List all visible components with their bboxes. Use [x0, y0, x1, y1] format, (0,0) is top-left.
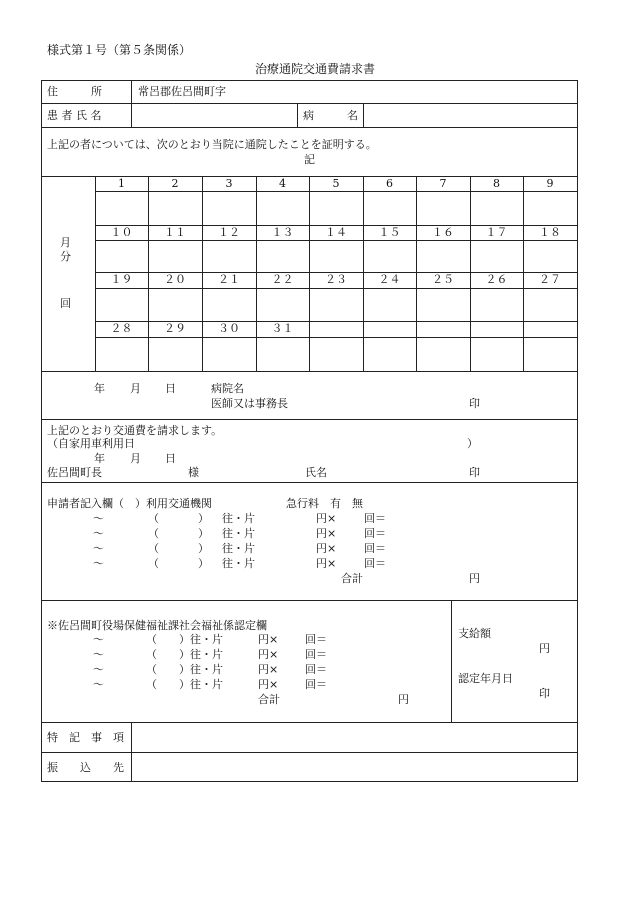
calendar-day-number: 6 [386, 177, 393, 190]
calendar-day-number: 7 [439, 177, 447, 190]
route-tilde: ～ [93, 557, 104, 570]
route-paren-open: （ [148, 512, 159, 525]
calendar-visit-cell[interactable] [472, 242, 521, 270]
hospital-seal: 印 [469, 397, 480, 410]
calendar-day-number: 9 [546, 177, 554, 190]
office-total-yen: 円 [398, 693, 409, 706]
route-paren-open: （ [148, 542, 159, 555]
calendar-day-number: ２４ [378, 273, 401, 286]
route-tilde: ～ [93, 527, 104, 540]
claim-year: 年 [94, 452, 105, 465]
calendar-day-number: ２５ [432, 273, 454, 286]
address-value: 常呂郡佐呂間町字 [138, 85, 226, 98]
round-trip-label: （ ）往・片 [146, 663, 223, 676]
fare-yen-label: 円× [316, 512, 337, 525]
calendar-bottom [41, 371, 578, 372]
calendar-day-number: 2 [171, 177, 179, 190]
hospital-year: 年 [94, 382, 105, 395]
trip-count-label: 回＝ [305, 663, 327, 676]
route-tilde: ～ [93, 512, 104, 525]
round-trip-label: 往・片 [222, 542, 255, 555]
calendar-day-number: ２２ [271, 273, 294, 286]
calendar-day-number: １３ [271, 226, 294, 239]
applicant-header: 申請者記入欄（ ）利用交通機関 [47, 497, 212, 510]
trip-count-label: 回＝ [364, 527, 386, 540]
calendar-visit-cell[interactable] [525, 339, 575, 369]
calendar-month-label: 月 [60, 236, 71, 249]
calendar-bun-label: 分 [60, 250, 71, 263]
car-use-label: （自家用車利用日 [47, 437, 135, 450]
calendar-visit-cell[interactable] [472, 290, 521, 319]
calendar-visit-cell[interactable] [525, 242, 575, 270]
remarks-bottom [41, 752, 578, 753]
express-fee-label: 急行料 有 無 [286, 497, 363, 510]
info-divider-1 [41, 103, 578, 104]
fare-yen-label: 円× [258, 648, 279, 661]
claim-month: 月 [130, 452, 141, 465]
office-divider [451, 600, 452, 722]
route-tilde: ～ [93, 678, 104, 691]
claim-text: 上記のとおり交通費を請求します。 [47, 424, 223, 437]
calendar-kai-label: 回 [60, 297, 71, 310]
trip-count-label: 回＝ [364, 557, 386, 570]
calendar-visit-cell[interactable] [311, 242, 361, 270]
calendar-day-number: １９ [110, 273, 133, 286]
calendar-visit-cell[interactable] [97, 242, 146, 270]
calendar-row-line [95, 337, 577, 338]
approval-seal: 印 [539, 687, 550, 700]
doctor-label: 医師又は事務長 [211, 397, 288, 410]
calendar-day-number: ３１ [271, 322, 294, 335]
claim-day: 日 [165, 452, 176, 465]
claimant-name-label: 氏名 [305, 466, 327, 479]
calendar-day-number: １８ [539, 226, 561, 239]
calendar-day-number: ２３ [325, 273, 347, 286]
calendar-visit-cell[interactable] [365, 193, 414, 223]
info-label-divider [131, 80, 132, 127]
office-total-label: 合計 [258, 693, 280, 706]
calendar-day-number: ２８ [110, 322, 133, 335]
transfer-field[interactable] [134, 755, 574, 779]
payment-amount-label: 支給額 [458, 627, 491, 640]
calendar-day-number: ２９ [164, 322, 186, 335]
address-label: 住 所 [47, 85, 102, 98]
disease-label: 病 名 [303, 109, 358, 122]
office-bottom [41, 722, 578, 723]
calendar-visit-cell[interactable] [150, 290, 200, 319]
calendar-day-number: ２０ [164, 273, 186, 286]
calendar-visit-cell[interactable] [258, 290, 307, 319]
applicant-bottom [41, 600, 578, 601]
trip-count-label: 回＝ [305, 648, 327, 661]
route-tilde: ～ [93, 663, 104, 676]
calendar-row-line [95, 288, 577, 289]
hospital-month: 月 [130, 382, 141, 395]
remarks-label: 特 記 事 項 [47, 731, 124, 744]
certification-text: 上記の者については、次のとおり当院に通院したことを証明する。 [47, 138, 377, 151]
calendar-day-number: １０ [110, 226, 133, 239]
fare-yen-label: 円× [316, 557, 337, 570]
trip-count-label: 回＝ [364, 512, 386, 525]
calendar-day-number: １６ [432, 226, 454, 239]
patient-name-label: 患 者 氏 名 [47, 109, 102, 122]
calendar-visit-cell[interactable] [365, 242, 414, 270]
route-paren-close: ） [198, 542, 209, 555]
calendar-visit-cell[interactable] [525, 193, 575, 223]
calendar-visit-cell[interactable] [258, 242, 307, 270]
office-header: ※佐呂間町役場保健福祉課社会福祉係認定欄 [47, 619, 267, 632]
round-trip-label: 往・片 [222, 527, 255, 540]
calendar-visit-cell[interactable] [258, 193, 307, 223]
calendar-visit-cell[interactable] [365, 290, 414, 319]
calendar-visit-cell[interactable] [525, 290, 575, 319]
calendar-visit-cell[interactable] [97, 339, 146, 369]
round-trip-label: （ ）往・片 [146, 678, 223, 691]
route-paren-close: ） [198, 557, 209, 570]
calendar-day-number: 1 [118, 177, 125, 190]
mayor-sama: 様 [188, 466, 199, 479]
route-tilde: ～ [93, 648, 104, 661]
route-paren-close: ） [198, 527, 209, 540]
calendar-row-line [95, 191, 577, 192]
calendar-visit-cell[interactable] [418, 193, 468, 223]
calendar-visit-cell[interactable] [204, 339, 254, 369]
calendar-visit-cell[interactable] [418, 290, 468, 319]
round-trip-label: 往・片 [222, 512, 255, 525]
calendar-visit-cell[interactable] [150, 242, 200, 270]
calendar-day-number: １１ [164, 226, 186, 239]
calendar-day-number: １７ [485, 226, 508, 239]
info-divider-2 [41, 127, 578, 128]
calendar-day-number: １２ [218, 226, 240, 239]
claim-bottom [41, 482, 578, 483]
applicant-total-label: 合計 [341, 572, 363, 585]
calendar-visit-cell[interactable] [311, 193, 361, 223]
calendar-visit-cell[interactable] [204, 242, 254, 270]
calendar-day-number: ２７ [539, 273, 561, 286]
calendar-day-number: 3 [225, 177, 233, 190]
fare-yen-label: 円× [258, 678, 279, 691]
calendar-row-line [95, 240, 577, 241]
calendar-day-number: ２１ [218, 273, 240, 286]
calendar-visit-cell[interactable] [97, 193, 146, 223]
calendar-day-number: 8 [493, 177, 500, 190]
approval-date-label: 認定年月日 [458, 672, 513, 685]
frame-bottom [41, 781, 578, 782]
route-paren-open: （ [148, 527, 159, 540]
disease-left-divider [297, 103, 298, 127]
mayor-label: 佐呂間町長 [47, 466, 102, 479]
frame-left [41, 80, 42, 781]
trip-count-label: 回＝ [305, 633, 327, 646]
certification-ki: 記 [304, 153, 315, 166]
calendar-day-number: 4 [279, 177, 286, 190]
patient-name-field[interactable] [134, 106, 294, 124]
calendar-visit-cell[interactable] [472, 339, 521, 369]
claim-seal: 印 [469, 466, 480, 479]
disease-right-divider [363, 103, 364, 127]
hospital-name-label: 病院名 [211, 382, 244, 395]
hospital-day: 日 [165, 382, 176, 395]
trip-count-label: 回＝ [364, 542, 386, 555]
calendar-day-number: ２６ [485, 273, 508, 286]
calendar-visit-cell[interactable] [418, 242, 468, 270]
fare-yen-label: 円× [316, 527, 337, 540]
fare-yen-label: 円× [258, 633, 279, 646]
remarks-field[interactable] [134, 725, 574, 749]
fare-yen-label: 円× [258, 663, 279, 676]
trip-count-label: 回＝ [305, 678, 327, 691]
round-trip-label: （ ）往・片 [146, 648, 223, 661]
route-tilde: ～ [93, 542, 104, 555]
calendar-visit-cell[interactable] [204, 193, 254, 223]
route-paren-close: ） [198, 512, 209, 525]
calendar-visit-cell[interactable] [365, 339, 414, 369]
calendar-visit-cell[interactable] [150, 193, 200, 223]
calendar-visit-cell[interactable] [258, 339, 307, 369]
payment-amount-yen: 円 [539, 642, 550, 655]
calendar-day-number: １５ [378, 226, 401, 239]
form-title: 治療通院交通費請求書 [254, 62, 375, 76]
round-trip-label: （ ）往・片 [146, 633, 223, 646]
disease-field[interactable] [366, 106, 574, 124]
calendar-day-number: ３０ [218, 322, 240, 335]
fare-yen-label: 円× [316, 542, 337, 555]
transfer-label: 振 込 先 [47, 761, 124, 774]
form-id: 様式第１号（第５条関係） [47, 43, 192, 57]
calendar-visit-cell[interactable] [418, 339, 468, 369]
calendar-visit-cell[interactable] [311, 339, 361, 369]
calendar-visit-cell[interactable] [311, 290, 361, 319]
car-use-close: ） [467, 437, 478, 450]
round-trip-label: 往・片 [222, 557, 255, 570]
calendar-day-number: １４ [325, 226, 347, 239]
route-tilde: ～ [93, 633, 104, 646]
applicant-total-yen: 円 [469, 572, 480, 585]
calendar-visit-cell[interactable] [150, 339, 200, 369]
calendar-visit-cell[interactable] [97, 290, 146, 319]
route-paren-open: （ [148, 557, 159, 570]
frame-top [41, 80, 578, 81]
hospital-bottom [41, 419, 578, 420]
calendar-visit-cell[interactable] [472, 193, 521, 223]
calendar-visit-cell[interactable] [204, 290, 254, 319]
calendar-day-number: 5 [332, 177, 340, 190]
frame-right [577, 80, 578, 781]
